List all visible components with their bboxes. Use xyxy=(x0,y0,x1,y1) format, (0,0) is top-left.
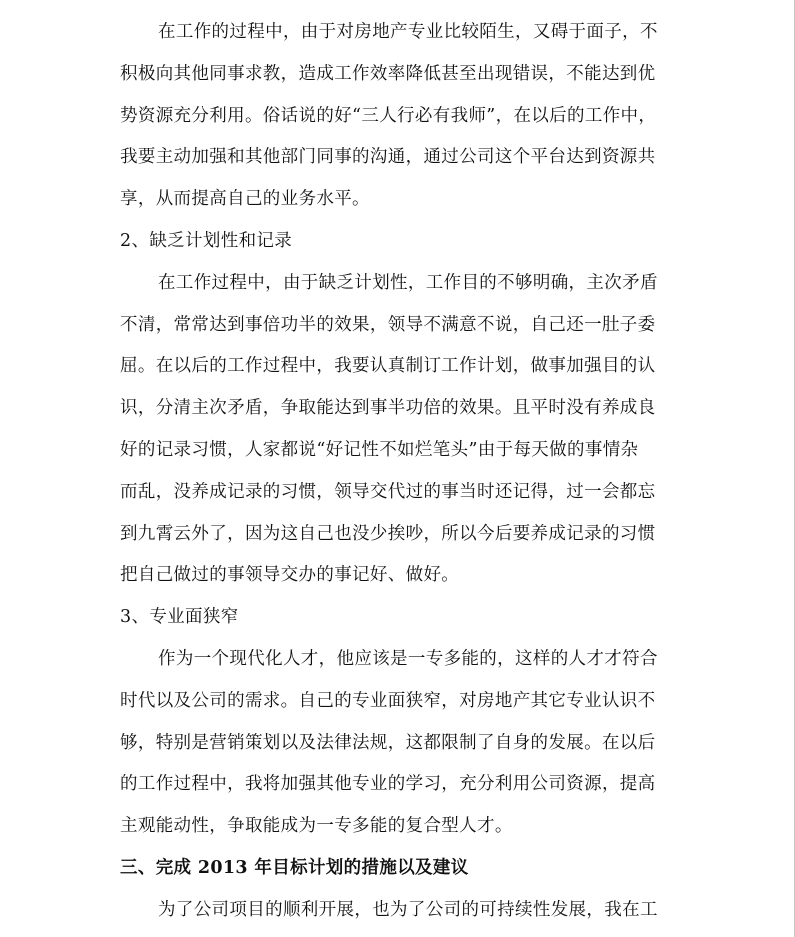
paragraph-line: 积极向其他同事求教，造成工作效率降低甚至出现错误，不能达到优 xyxy=(120,63,656,84)
paragraph-line: 识，分清主次矛盾，争取能达到事半功倍的效果。且平时没有养成良 xyxy=(120,398,656,419)
paragraph-line: 为了公司项目的顺利开展，也为了公司的可持续性发展，我在工 xyxy=(158,899,658,920)
paragraph-line: 到九霄云外了，因为这自己也没少挨吵，所以今后要养成记录的习惯 xyxy=(120,523,656,544)
paragraph-line: 在工作过程中，由于缺乏计划性，工作目的不够明确，主次矛盾 xyxy=(158,272,658,293)
paragraph-line: 我要主动加强和其他部门同事的沟通，通过公司这个平台达到资源共 xyxy=(120,147,656,168)
paragraph-line: 够，特别是营销策划以及法律法规，这都限制了自身的发展。在以后 xyxy=(120,732,656,753)
document-body xyxy=(120,12,680,932)
paragraph-line: 屈。在以后的工作过程中，我要认真制订工作计划，做事加强目的认 xyxy=(120,356,656,377)
paragraph-line: 在工作的过程中，由于对房地产专业比较陌生，又碍于面子，不 xyxy=(158,22,658,42)
paragraph-line: 作为一个现代化人才，他应该是一专多能的，这样的人才才符合 xyxy=(158,648,658,669)
chapter-heading: 三、完成 2013 年目标计划的措施以及建议 xyxy=(120,857,469,878)
paragraph-line: 时代以及公司的需求。自己的专业面狭窄，对房地产其它专业认识不 xyxy=(120,690,656,711)
section-heading-2: 2、缺乏计划性和记录 xyxy=(120,230,293,251)
paragraph-line: 不清，常常达到事倍功半的效果，领导不满意不说，自己还一肚子委 xyxy=(120,314,656,335)
paragraph-line: 而乱，没养成记录的习惯，领导交代过的事当时还记得，过一会都忘 xyxy=(120,481,656,502)
paragraph-line: 好的记录习惯，人家都说“好记性不如烂笔头”由于每天做的事情杂 xyxy=(120,439,639,460)
paragraph-line: 把自己做过的事领导交办的事记好、做好。 xyxy=(120,565,460,586)
paragraph-line: 享，从而提高自己的业务水平。 xyxy=(120,189,370,210)
paragraph-line: 的工作过程中，我将加强其他专业的学习，充分利用公司资源，提高 xyxy=(120,774,656,795)
section-heading-3: 3、专业面狭窄 xyxy=(120,607,239,628)
paragraph-line: 势资源充分利用。俗话说的好“三人行必有我师”，在以后的工作中， xyxy=(120,105,657,126)
paragraph-line: 主观能动性，争取能成为一专多能的复合型人才。 xyxy=(120,816,513,837)
